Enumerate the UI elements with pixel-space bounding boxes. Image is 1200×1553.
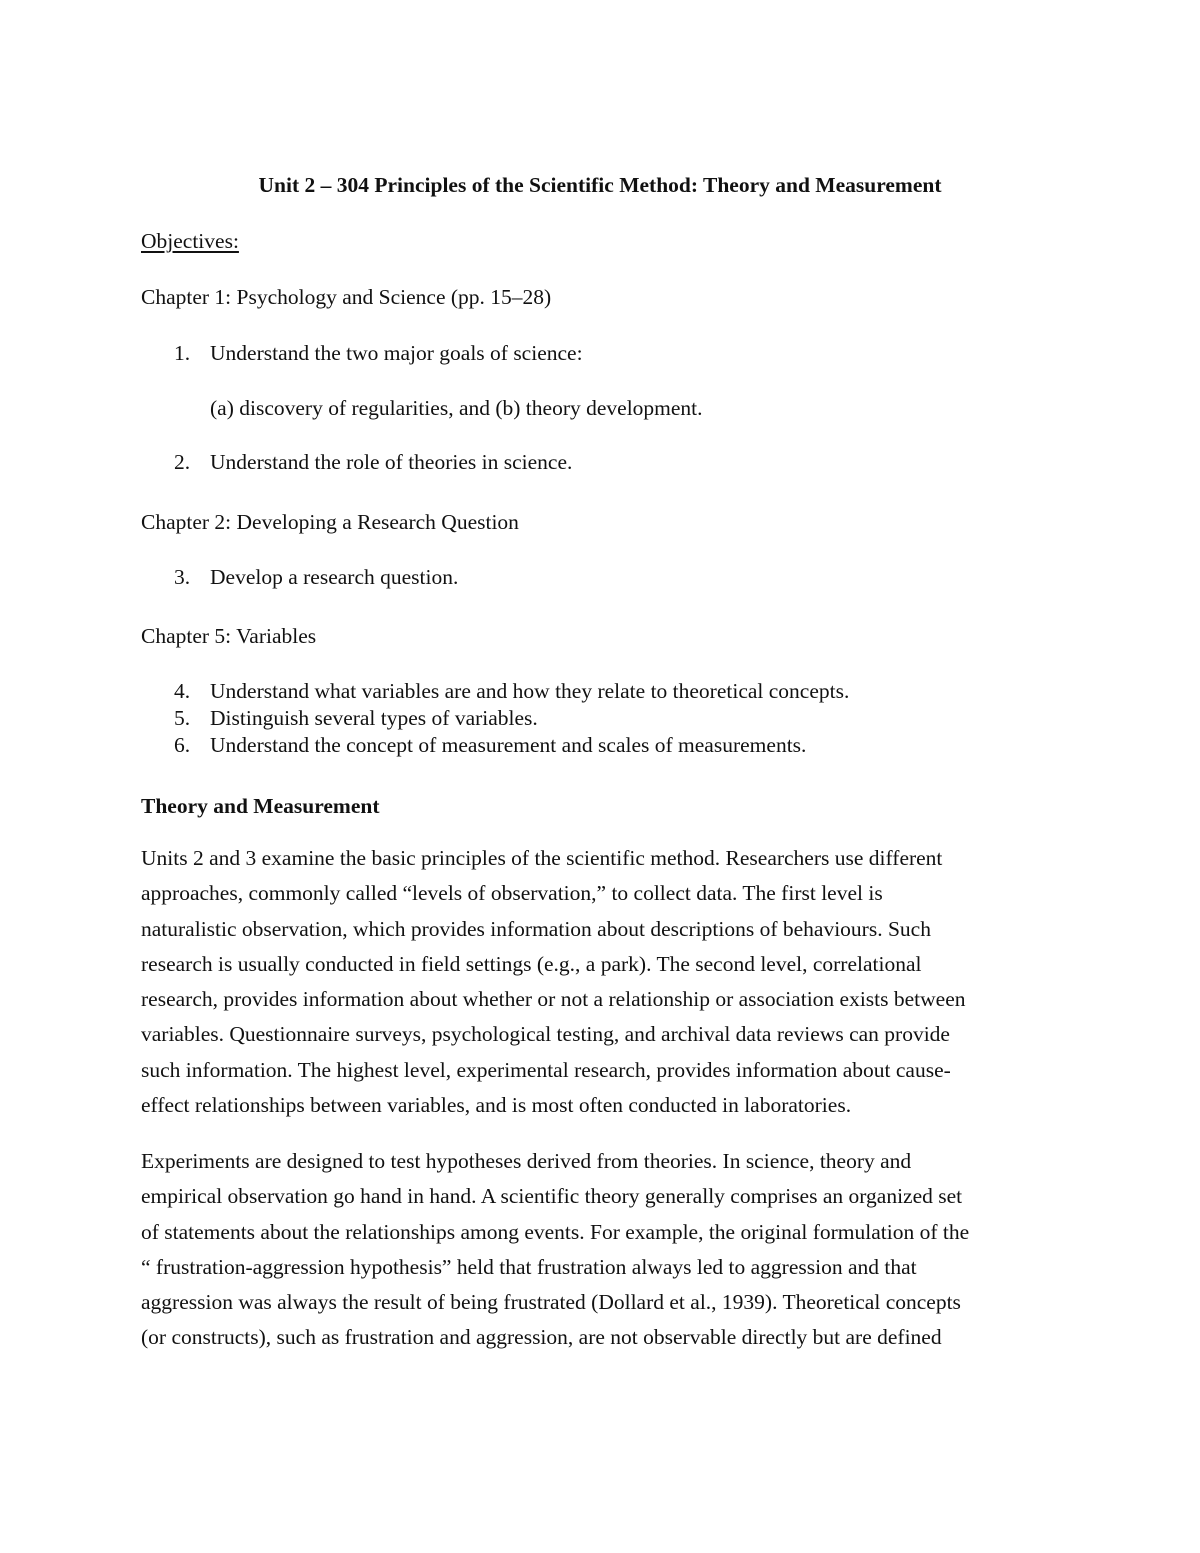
paragraph-line: of statements about the relationships among events. For example, the original formulation of the [141, 1219, 970, 1244]
paragraph-line: naturalistic observation, which provides information about descriptions of behaviours. Such [141, 916, 931, 941]
paragraph-line: approaches, commonly called “levels of observation,” to collect data. The first level is [141, 881, 883, 906]
chapter2-heading: Chapter 2: Developing a Research Question [141, 510, 519, 534]
objective-text: Understand the two major goals of science: [210, 341, 583, 365]
paragraph-line: aggression was always the result of being frustrated (Dollard et al., 1939). Theoretical concepts [141, 1290, 961, 1315]
objective-text: Develop a research question. [210, 565, 459, 589]
paragraph-line: empirical observation go hand in hand. A scientific theory generally comprises an organized set [141, 1184, 963, 1209]
objective-number: 6. [174, 733, 191, 757]
paragraph-line: Experiments are designed to test hypotheses derived from theories. In science, theory and [141, 1149, 912, 1173]
paragraph-line: “ frustration-aggression hypothesis” held that frustration always led to aggression and that [141, 1254, 917, 1279]
paragraph-1 [141, 841, 1051, 1123]
objective-subtext: (a) discovery of regularities, and (b) theory development. [210, 396, 703, 420]
paragraph-line: (or constructs), such as frustration and aggression, are not observable directly but are defined [141, 1325, 942, 1350]
objective-number: 1. [174, 341, 191, 365]
objectives-label: Objectives: [141, 229, 239, 253]
paragraph-line: variables. Questionnaire surveys, psychological testing, and archival data reviews can provide [141, 1022, 950, 1047]
objective-number: 4. [174, 679, 191, 703]
objective-text: Understand the concept of measurement and scales of measurements. [210, 733, 807, 757]
objective-text: Distinguish several types of variables. [210, 706, 538, 730]
objective-number: 2. [174, 450, 191, 474]
paragraph-2 [141, 1144, 1051, 1356]
document-title: Unit 2 – 304 Principles of the Scientific Method: Theory and Measurement [258, 173, 942, 197]
paragraph-line: research, provides information about whether or not a relationship or association exists between [141, 987, 966, 1012]
section-heading: Theory and Measurement [141, 794, 380, 818]
paragraph-line: effect relationships between variables, and is most often conducted in laboratories. [141, 1093, 852, 1118]
paragraph-line: research is usually conducted in field settings (e.g., a park). The second level, correlational [141, 951, 922, 976]
objective-text: Understand the role of theories in science. [210, 450, 573, 474]
objective-text: Understand what variables are and how they relate to theoretical concepts. [210, 679, 850, 703]
chapter5-heading: Chapter 5: Variables [141, 624, 317, 648]
paragraph-line: Units 2 and 3 examine the basic principles of the scientific method. Researchers use different [141, 846, 943, 870]
paragraph-line: such information. The highest level, experimental research, provides information about cause- [141, 1057, 951, 1082]
objective-number: 5. [174, 706, 191, 730]
objective-number: 3. [174, 565, 191, 589]
chapter1-heading: Chapter 1: Psychology and Science (pp. 15–28) [141, 285, 552, 309]
